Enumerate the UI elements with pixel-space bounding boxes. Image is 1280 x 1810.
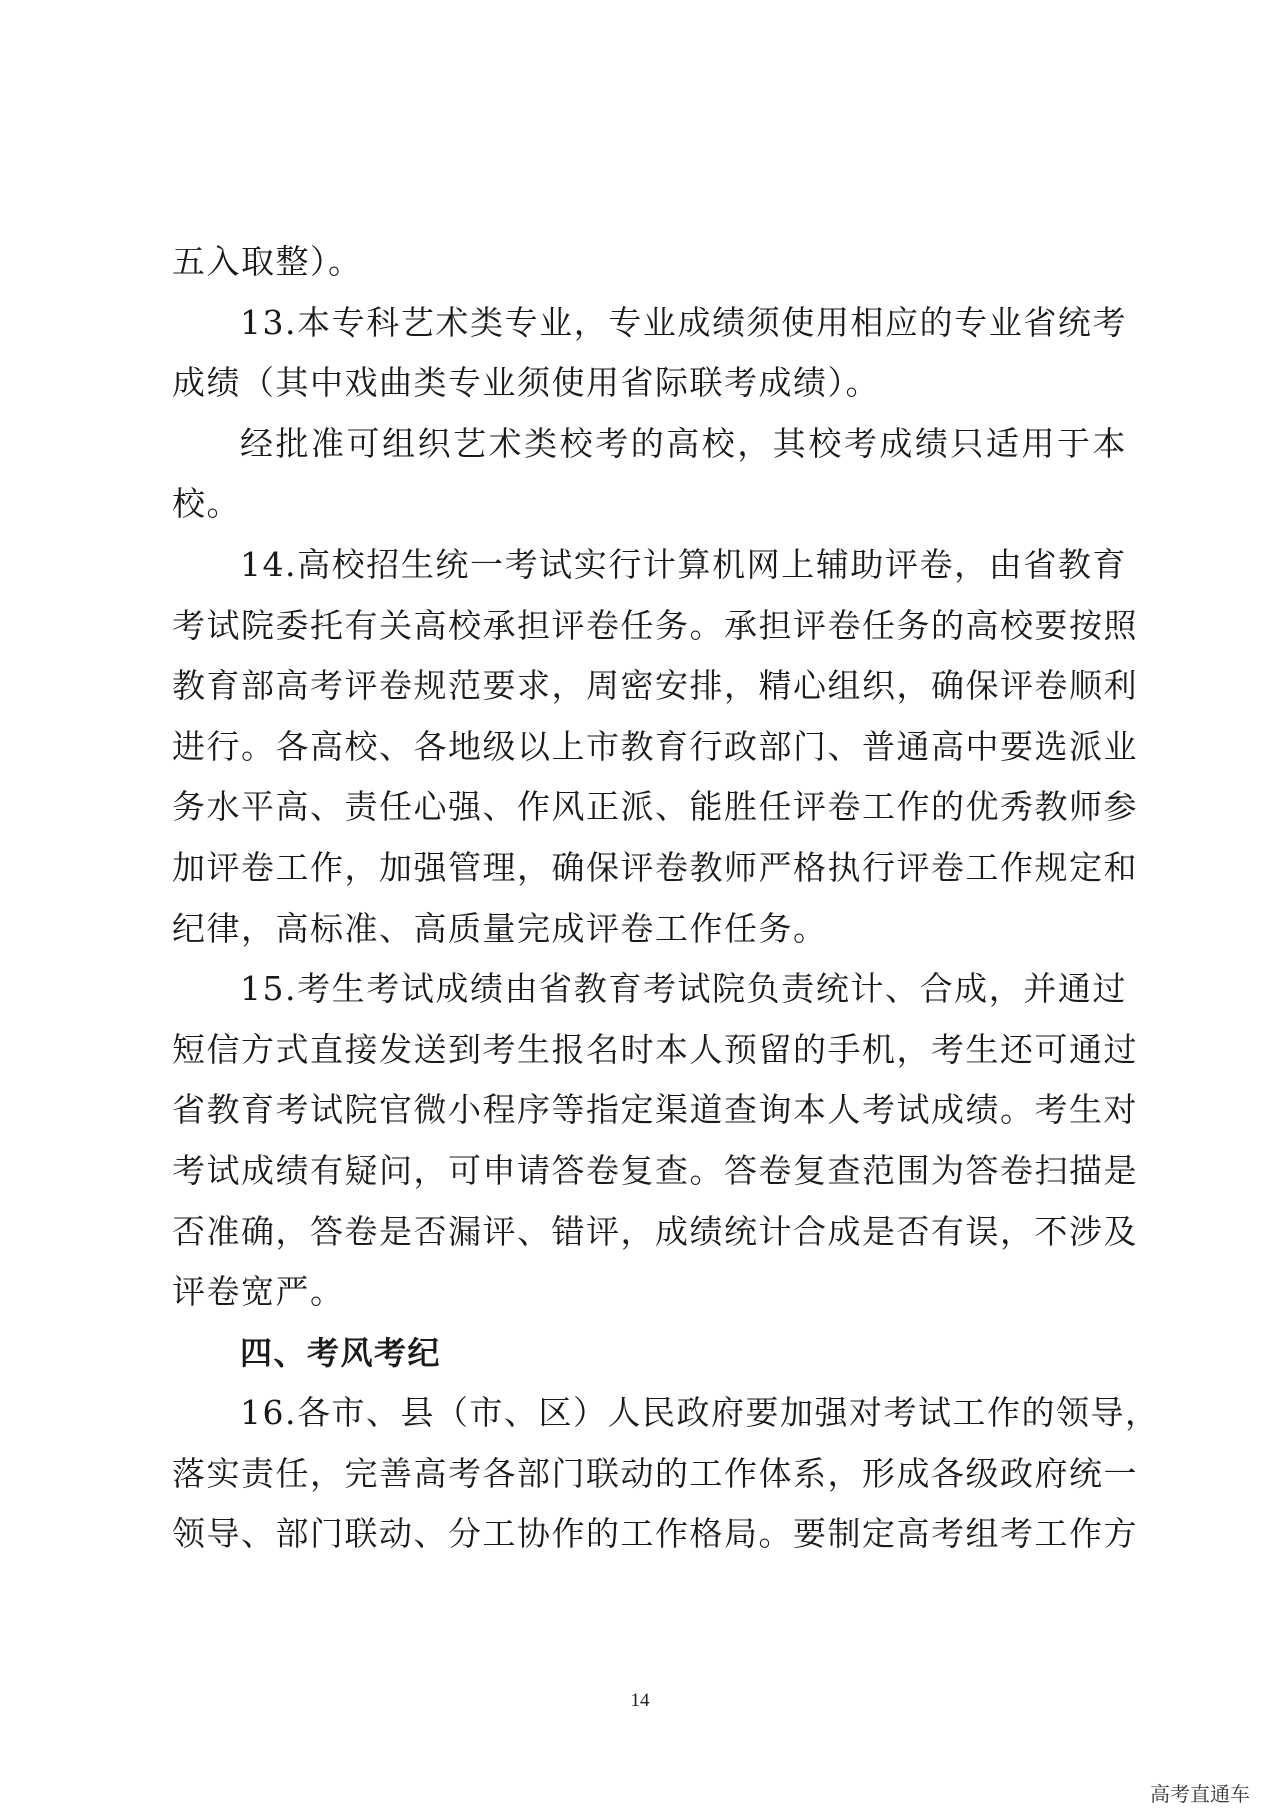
watermark: 高考直通车 xyxy=(1150,1782,1250,1806)
text-line: 落实责任，完善高考各部门联动的工作体系，形成各级政府统一 xyxy=(172,1453,1138,1493)
text-line: 领导、部门联动、分工协作的工作格局。要制定高考组考工作方 xyxy=(172,1514,1138,1554)
text-line: 务水平高、责任心强、作风正派、能胜任评卷工作的优秀教师参 xyxy=(172,787,1138,827)
text-line: 校。 xyxy=(172,484,241,524)
text-line: 纪律，高标准、高质量完成评卷工作任务。 xyxy=(172,908,828,948)
text-line: 13.本专科艺术类专业，专业成绩须使用相应的专业省统考 xyxy=(240,302,1127,342)
text-line: 16.各市、县（市、区）人民政府要加强对考试工作的领导， xyxy=(240,1393,1160,1433)
text-line: 五入取整）。 xyxy=(172,242,363,281)
body-text xyxy=(172,232,1160,1565)
text-line: 14.高校招生统一考试实行计算机网上辅助评卷，由省教育 xyxy=(240,544,1127,584)
text-line: 加评卷工作，加强管理，确保评卷教师严格执行评卷工作规定和 xyxy=(172,847,1138,887)
text-line: 评卷宽严。 xyxy=(172,1272,345,1312)
text-line: 经批准可组织艺术类校考的高校，其校考成绩只适用于本 xyxy=(240,423,1127,463)
text-line: 教育部高考评卷规范要求，周密安排，精心组织，确保评卷顺利 xyxy=(172,666,1138,706)
section-heading: 四、考风考纪 xyxy=(240,1333,442,1372)
text-line: 否准确，答卷是否漏评、错评，成绩统计合成是否有误，不涉及 xyxy=(172,1211,1138,1251)
text-line: 15.考生考试成绩由省教育考试院负责统计、合成，并通过 xyxy=(240,969,1127,1009)
text-line: 进行。各高校、各地级以上市教育行政部门、普通高中要选派业 xyxy=(172,726,1138,766)
text-line: 短信方式直接发送到考生报名时本人预留的手机，考生还可通过 xyxy=(172,1029,1138,1069)
page-number: 14 xyxy=(630,1690,650,1711)
text-line: 考试院委托有关高校承担评卷任务。承担评卷任务的高校要按照 xyxy=(172,605,1138,645)
text-line: 成绩（其中戏曲类专业须使用省际联考成绩）。 xyxy=(172,363,880,403)
text-line: 考试成绩有疑问，可申请答卷复查。答卷复查范围为答卷扫描是 xyxy=(172,1150,1138,1190)
text-line: 省教育考试院官微小程序等指定渠道查询本人考试成绩。考生对 xyxy=(172,1090,1138,1130)
